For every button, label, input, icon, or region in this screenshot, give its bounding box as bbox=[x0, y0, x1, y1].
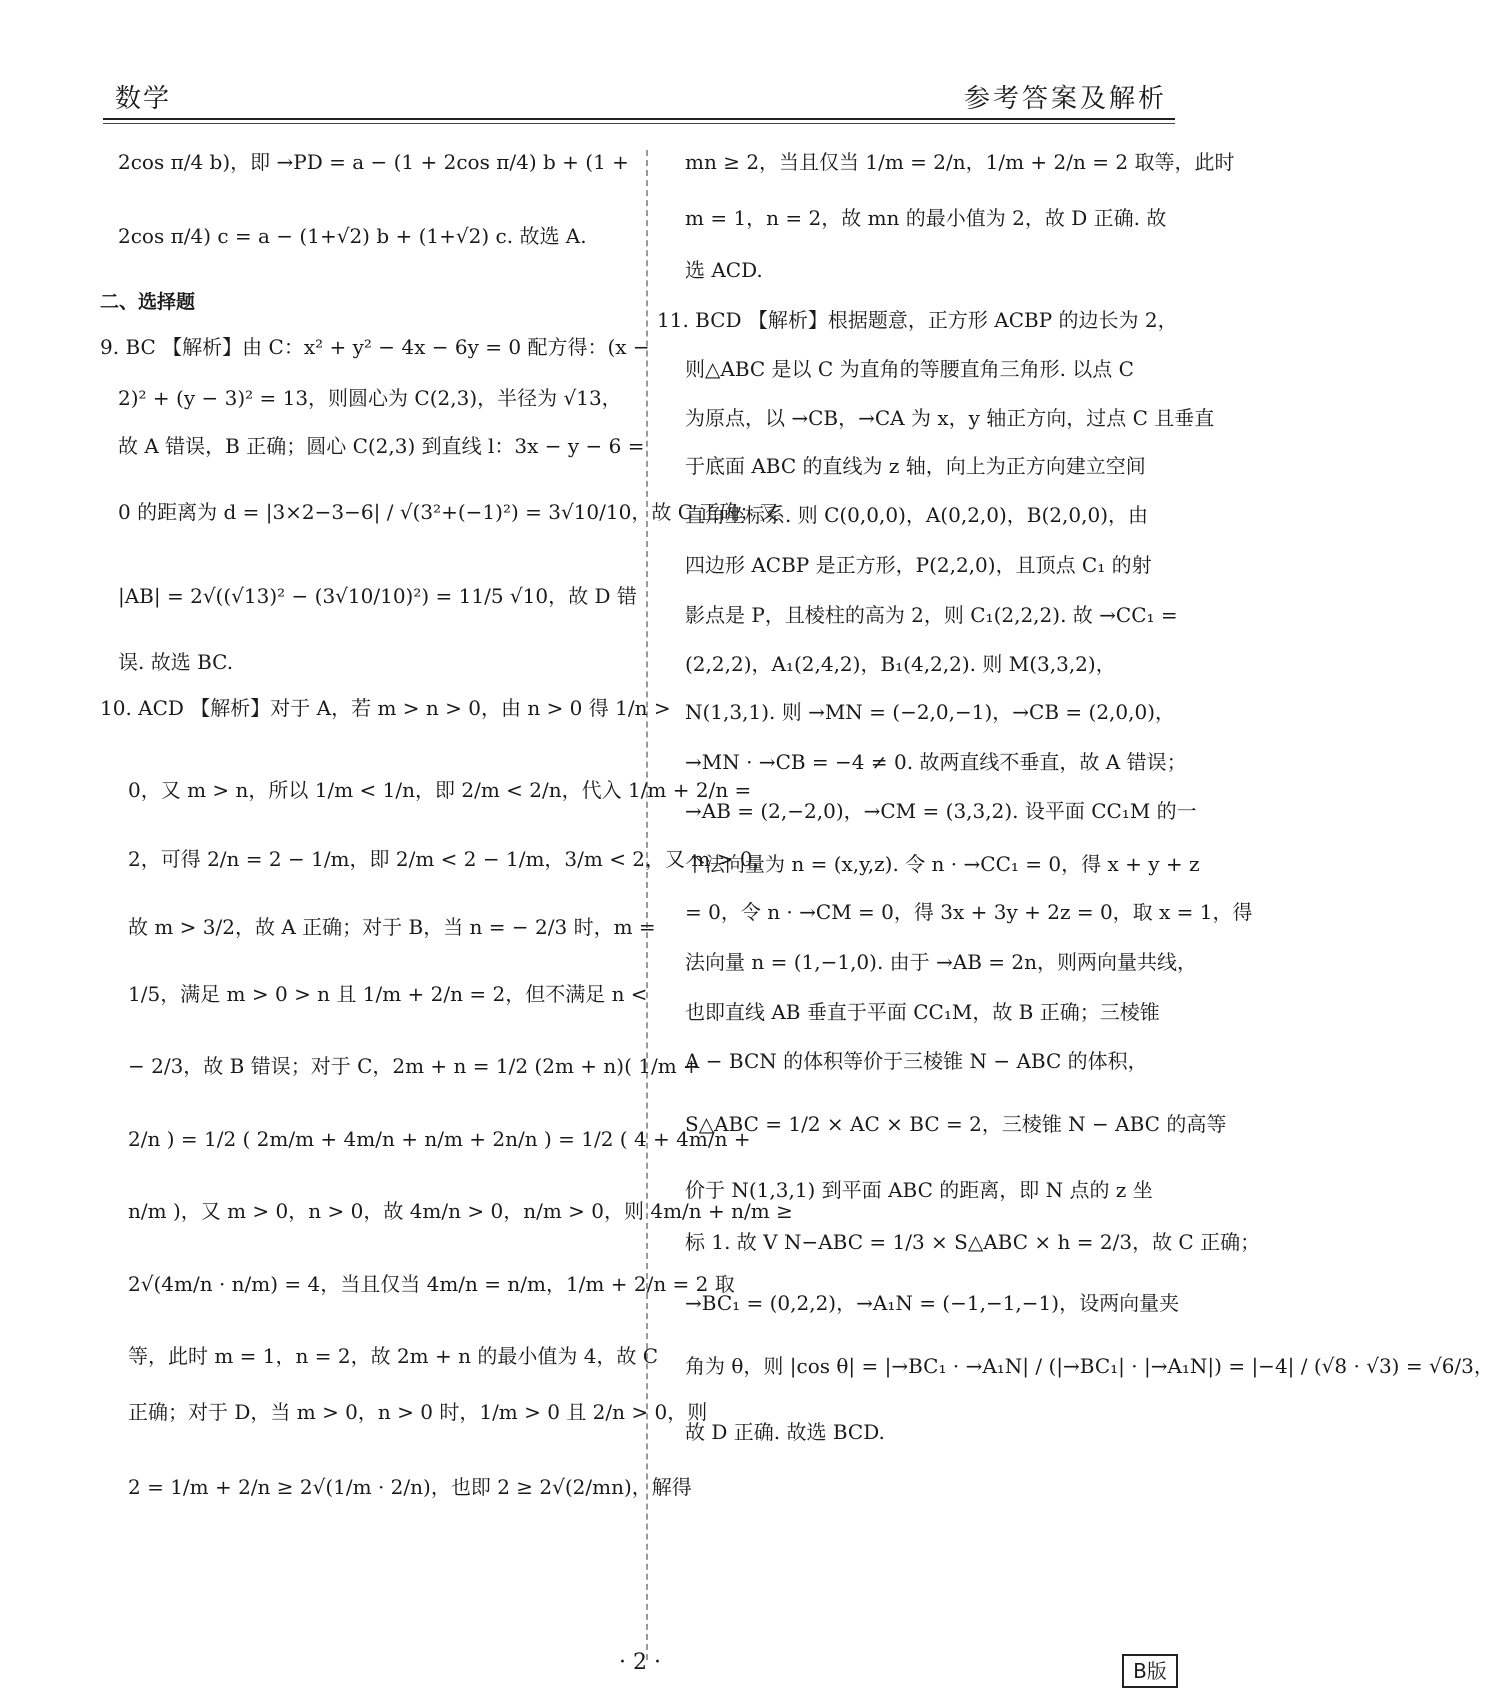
right-text-line: 四边形 ACBP 是正方形，P(2,2,0)，且顶点 C₁ 的射 bbox=[685, 553, 1152, 577]
left-text-line: 故 m > 3/2，故 A 正确；对于 B，当 n = − 2/3 时，m = bbox=[128, 915, 656, 939]
right-text-line: mn ≥ 2，当且仅当 1/m = 2/n，1/m + 2/n = 2 取等，此时 bbox=[685, 150, 1235, 174]
right-text-line: N(1,3,1). 则 →MN = (−2,0,−1)，→CB = (2,0,0)， bbox=[685, 700, 1176, 724]
right-text-line: 影点是 P，且棱柱的高为 2，则 C₁(2,2,2). 故 →CC₁ = bbox=[685, 603, 1178, 627]
right-text-line: (2,2,2)，A₁(2,4,2)，B₁(4,2,2). 则 M(3,3,2)， bbox=[685, 652, 1116, 676]
left-text-line: 故 A 错误，B 正确；圆心 C(2,3) 到直线 l：3x − y − 6 = bbox=[118, 434, 645, 458]
right-text-line: →AB = (2,−2,0)，→CM = (3,3,2). 设平面 CC₁M 的一 bbox=[685, 799, 1197, 823]
left-text-line: 10. ACD 【解析】对于 A，若 m > n > 0，由 n > 0 得 1/n > bbox=[100, 696, 671, 720]
right-text-line: S△ABC = 1/2 × AC × BC = 2，三棱锥 N − ABC 的高等 bbox=[685, 1112, 1227, 1136]
header-rule-thin bbox=[103, 123, 1175, 124]
right-text-line: m = 1，n = 2，故 mn 的最小值为 2，故 D 正确. 故 bbox=[685, 206, 1167, 230]
left-text-line: 2)² + (y − 3)² = 13，则圆心为 C(2,3)，半径为 √13， bbox=[118, 386, 622, 410]
right-text-line: 也即直线 AB 垂直于平面 CC₁M，故 B 正确；三棱锥 bbox=[685, 1000, 1160, 1024]
right-text-line: 角为 θ，则 |cos θ| = |→BC₁ · →A₁N| / (|→BC₁| · |→A₁N|) = |−4| / (√8 · √3) = √6/3， bbox=[685, 1354, 1494, 1378]
page-header bbox=[103, 78, 1175, 122]
right-text-line: 则△ABC 是以 C 为直角的等腰直角三角形. 以点 C bbox=[685, 357, 1134, 381]
left-text-line: 0 的距离为 d = |3×2−3−6| / √(3²+(−1)²) = 3√10/10，故 C 正确；又 bbox=[118, 500, 780, 524]
left-text-line: 正确；对于 D，当 m > 0，n > 0 时，1/m > 0 且 2/n > 0，则 bbox=[128, 1400, 708, 1424]
header-rule-thick bbox=[103, 118, 1175, 120]
left-text-line: 0，又 m > n，所以 1/m < 1/n，即 2/m < 2/n，代入 1/m + 2/n = bbox=[128, 778, 752, 802]
subject-label: 数学 bbox=[115, 84, 172, 114]
left-text-line: 9. BC 【解析】由 C：x² + y² − 4x − 6y = 0 配方得：(x − bbox=[100, 335, 650, 359]
left-text-line: 2√(4m/n · n/m) = 4，当且仅当 4m/n = n/m，1/m + 2/n = 2 取 bbox=[128, 1272, 735, 1296]
left-text-line: 2/n ) = 1/2 ( 2m/m + 4m/n + n/m + 2n/n ) = 1/2 ( 4 + 4m/n + bbox=[128, 1127, 751, 1151]
left-text-line: 误. 故选 BC. bbox=[118, 650, 234, 674]
left-text-line: 2，可得 2/n = 2 − 1/m，即 2/m < 2 − 1/m，3/m < 2，又 m > 0， bbox=[128, 847, 773, 871]
right-text-line: 直角坐标系. 则 C(0,0,0)，A(0,2,0)，B(2,0,0)，由 bbox=[685, 503, 1148, 527]
right-text-line: = 0，令 n · →CM = 0，得 3x + 3y + 2z = 0，取 x = 1，得 bbox=[685, 900, 1253, 924]
right-text-line: 个法向量为 n = (x,y,z). 令 n · →CC₁ = 0，得 x + y + z bbox=[685, 852, 1200, 876]
left-text-line: n/m )，又 m > 0，n > 0，故 4m/n > 0，n/m > 0，则 4m/n + n/m ≥ bbox=[128, 1199, 793, 1223]
right-text-line: 于底面 ABC 的直线为 z 轴，向上为正方向建立空间 bbox=[685, 454, 1146, 478]
left-text-line: − 2/3，故 B 错误；对于 C，2m + n = 1/2 (2m + n)( 1/m + bbox=[128, 1054, 700, 1078]
right-text-line: →BC₁ = (0,2,2)，→A₁N = (−1,−1,−1)，设两向量夹 bbox=[685, 1291, 1180, 1315]
left-text-line: 2 = 1/m + 2/n ≥ 2√(1/m · 2/n)，也即 2 ≥ 2√(2/mn)，解得 bbox=[128, 1475, 692, 1499]
edition-badge: B版 bbox=[1122, 1654, 1178, 1688]
right-text-line: 标 1. 故 V N−ABC = 1/3 × S△ABC × h = 2/3，故 C 正确； bbox=[685, 1230, 1261, 1254]
left-text-line: 1/5，满足 m > 0 > n 且 1/m + 2/n = 2，但不满足 n < bbox=[128, 982, 648, 1006]
right-text-line: →MN · →CB = −4 ≠ 0. 故两直线不垂直，故 A 错误； bbox=[685, 750, 1187, 774]
right-text-line: 选 ACD. bbox=[685, 258, 763, 282]
left-text-line: 2cos π/4 b)，即 →PD = a − (1 + 2cos π/4) b + (1 + bbox=[118, 150, 629, 174]
right-text-line: 价于 N(1,3,1) 到平面 ABC 的距离，即 N 点的 z 坐 bbox=[685, 1178, 1153, 1202]
right-text-line: 法向量 n = (1,−1,0). 由于 →AB = 2n，则两向量共线， bbox=[685, 950, 1198, 974]
right-text-line: 为原点，以 →CB，→CA 为 x，y 轴正方向，过点 C 且垂直 bbox=[685, 406, 1215, 430]
right-text-line: 11. BCD 【解析】根据题意，正方形 ACBP 的边长为 2， bbox=[657, 308, 1178, 332]
document-title: 参考答案及解析 bbox=[963, 84, 1167, 114]
left-text-line: 2cos π/4) c = a − (1+√2) b + (1+√2) c. 故选 A. bbox=[118, 224, 587, 248]
page-number: · 2 · bbox=[619, 1650, 661, 1675]
right-text-line: A − BCN 的体积等价于三棱锥 N − ABC 的体积， bbox=[685, 1049, 1148, 1073]
right-text-line: 故 D 正确. 故选 BCD. bbox=[685, 1420, 885, 1444]
left-text-line: |AB| = 2√((√13)² − (3√10/10)²) = 11/5 √10，故 D 错 bbox=[118, 584, 637, 608]
left-text-line: 二、选择题 bbox=[100, 291, 196, 313]
left-text-line: 等，此时 m = 1，n = 2，故 2m + n 的最小值为 4，故 C bbox=[128, 1344, 659, 1368]
column-divider bbox=[646, 150, 648, 1660]
